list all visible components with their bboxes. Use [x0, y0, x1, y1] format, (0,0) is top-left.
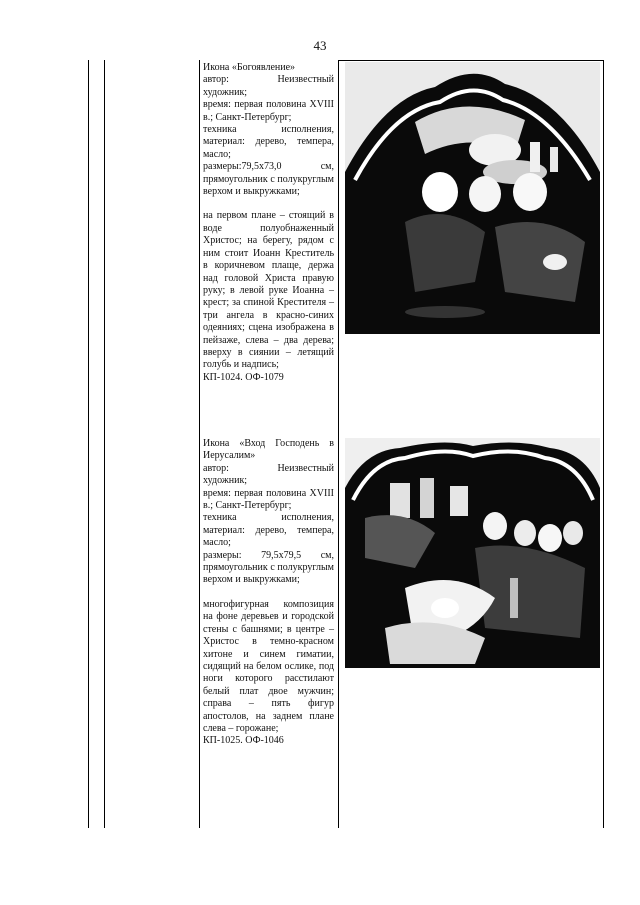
- entry-author: автор: Неизвестный художник;: [203, 74, 334, 98]
- entry-technique: техника исполнения, материал: дерево, темпера, масло;: [203, 124, 334, 160]
- entry-size: размеры: 79,5x79,5 см, прямоугольник с полукруглым верхом и выкружками;: [203, 549, 334, 586]
- table-border-right: [603, 60, 604, 828]
- entry-2: [203, 438, 334, 748]
- entry-size: размеры:79,5x73,0 см, прямоугольник с полукруглым верхом и выкружками;: [203, 161, 334, 198]
- entry-1: [203, 62, 334, 384]
- table-top-border: [338, 60, 604, 61]
- entry-inventory: КП-1025. ОФ-1046: [203, 735, 284, 747]
- entry-description: на первом плане – стоящий в воде полуобнаженный Христос; на берегу, рядом с ним стоит Иоанн Креститель в коричневом плаще, держа над головой Христа правую руку; в левой руке Иоанна – крест; за спиной Крестителя – три ангела в красно-синих одеяниях; сцена изображена в пейзаже, слева – два дерева; вверху в сиянии – летящий голубь и надпись;: [203, 210, 334, 371]
- entry-description: многофигурная композиция на фоне деревьев и городской стены с башнями; в центре – Христос в темно-красном хитоне и синем гиматии, сидящий на белом ослике, под ноги которого расстилают белый плат двое мужчин; справа – пять фигур апостолов, на заднем плане слева – горожане;: [203, 598, 334, 734]
- table-border-col3: [338, 60, 339, 828]
- entry-title: Икона «Вход Господень в Иерусалим»: [203, 438, 334, 462]
- entry-title: Икона «Богоявление»: [203, 62, 296, 73]
- page-number: 43: [313, 38, 327, 53]
- table-border-left: [88, 60, 89, 828]
- entry-time: время: первая половина XVIII в.; Санкт-Петербург;: [203, 487, 334, 512]
- icon-photo-epiphany: [345, 62, 600, 334]
- entry-technique: техника исполнения, материал: дерево, темпера, масло;: [203, 512, 334, 549]
- entry-time: время: первая половина XVIII в.; Санкт-Петербург;: [203, 99, 334, 123]
- entry-author: автор: Неизвестный художник;: [203, 462, 334, 487]
- table-border-col2: [199, 60, 200, 828]
- icon-photo-entry-into-jerusalem: [345, 438, 600, 668]
- table-border-col1: [104, 60, 105, 828]
- entry-inventory: КП-1024. ОФ-1079: [203, 371, 284, 383]
